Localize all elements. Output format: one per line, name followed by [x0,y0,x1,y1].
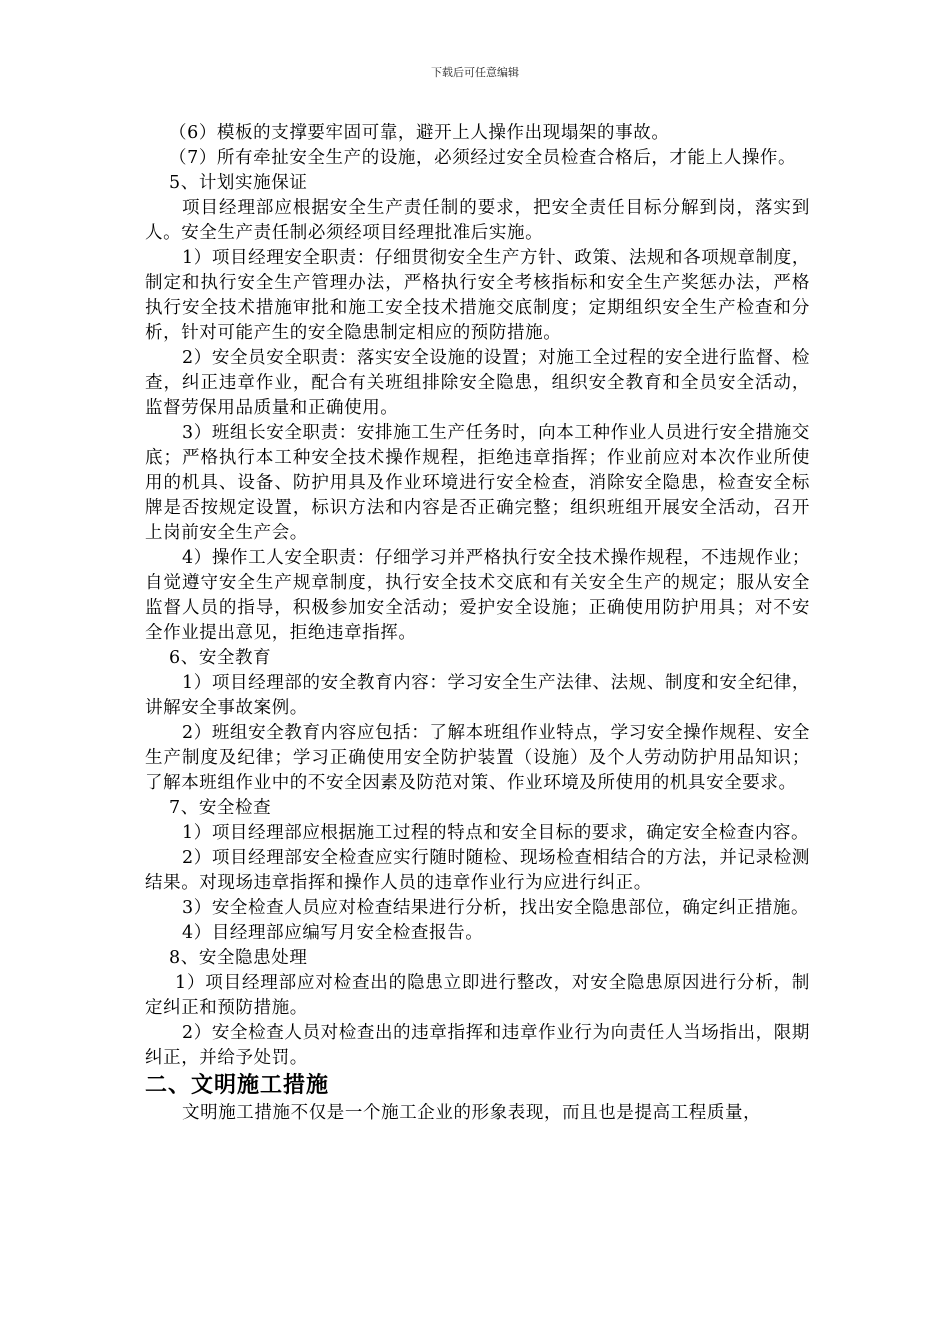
paragraph: 3）安全检查人员应对检查结果进行分析，找出安全隐患部位，确定纠正措施。 [182,898,810,918]
paragraph: 4）目经理部应编写月安全检查报告。 [182,923,484,943]
paragraph: （7）所有牵扯安全生产的设施，必须经过安全员检查合格后，才能上人操作。 [169,148,797,168]
paragraph: 2）班组安全教育内容应包括：了解本班组作业特点，学习安全操作规程、安全生产制度及纪律；学习正确使用安全防护装置（设施）及个人劳动防护用品知识；了解本班组作业中的不安全因素及防范对策、作业环境及所使用的机具安全要求。 [145,723,810,793]
paragraph: 5、计划实施保证 [169,173,308,193]
paragraph: 7、安全检查 [169,798,272,818]
paragraph: 4）操作工人安全职责：仔细学习并严格执行安全技术操作规程，不违规作业；自觉遵守安全生产规章制度，执行安全技术交底和有关安全生产的规定；服从安全监督人员的指导，积极参加安全活动；爱护安全设施；正确使用防护用具；对不安全作业提出意见，拒绝违章指挥。 [145,548,810,643]
page-header: 下载后可任意编辑 [431,66,519,79]
paragraph: 项目经理部应根据安全生产责任制的要求，把安全责任目标分解到岗，落实到人。安全生产责任制必须经项目经理批准后实施。 [145,198,810,243]
paragraph: 1）项目经理部的安全教育内容：学习安全生产法律、法规、制度和安全纪律，讲解安全事故案例。 [145,673,810,718]
paragraph: 1）项目经理部应对检查出的隐患立即进行整改，对安全隐患原因进行分析，制定纠正和预防措施。 [145,973,810,1018]
paragraph: 2）安全员安全职责：落实安全设施的设置；对施工全过程的安全进行监督、检查，纠正违章作业，配合有关班组排除安全隐患，组织安全教育和全员安全活动，监督劳保用品质量和正确使用。 [145,348,810,418]
paragraph: 1）项目经理部应根据施工过程的特点和安全目标的要求，确定安全检查内容。 [182,823,810,843]
paragraph: （6）模板的支撑要牢固可靠，避开上人操作出现塌架的事故。 [169,123,670,143]
paragraph-list [145,121,810,1071]
paragraph: 6、安全教育 [169,648,272,668]
paragraph: 2）安全检查人员对检查出的违章指挥和违章作业行为向责任人当场指出，限期纠正，并给予处罚。 [145,1023,810,1068]
paragraph: 1）项目经理安全职责：仔细贯彻安全生产方针、政策、法规和各项规章制度，制定和执行安全生产管理办法，严格执行安全考核指标和安全生产奖惩办法，严格执行安全技术措施审批和施工安全技术措施交底制度；定期组织安全生产检查和分析，针对可能产生的安全隐患制定相应的预防措施。 [145,248,810,343]
paragraph: 8、安全隐患处理 [169,948,308,968]
closing-paragraph: 文明施工措施不仅是一个施工企业的形象表现，而且也是提高工程质量， [182,1103,762,1123]
paragraph: 3）班组长安全职责：安排施工生产任务时，向本工种作业人员进行安全措施交底；严格执行本工种安全技术操作规程，拒绝违章指挥；作业前应对本次作业所使用的机具、设备、防护用具及作业环境进行安全检查，消除安全隐患，检查安全标牌是否按规定设置，标识方法和内容是否正确完整；组织班组开展安全活动，召开上岗前安全生产会。 [145,423,810,543]
paragraph: 2）项目经理部安全检查应实行随时随检、现场检查相结合的方法，并记录检测结果。对现场违章指挥和操作人员的违章作业行为应进行纠正。 [145,848,810,893]
section-heading: 二、文明施工措施 [145,1073,330,1098]
document-body [145,121,810,1126]
